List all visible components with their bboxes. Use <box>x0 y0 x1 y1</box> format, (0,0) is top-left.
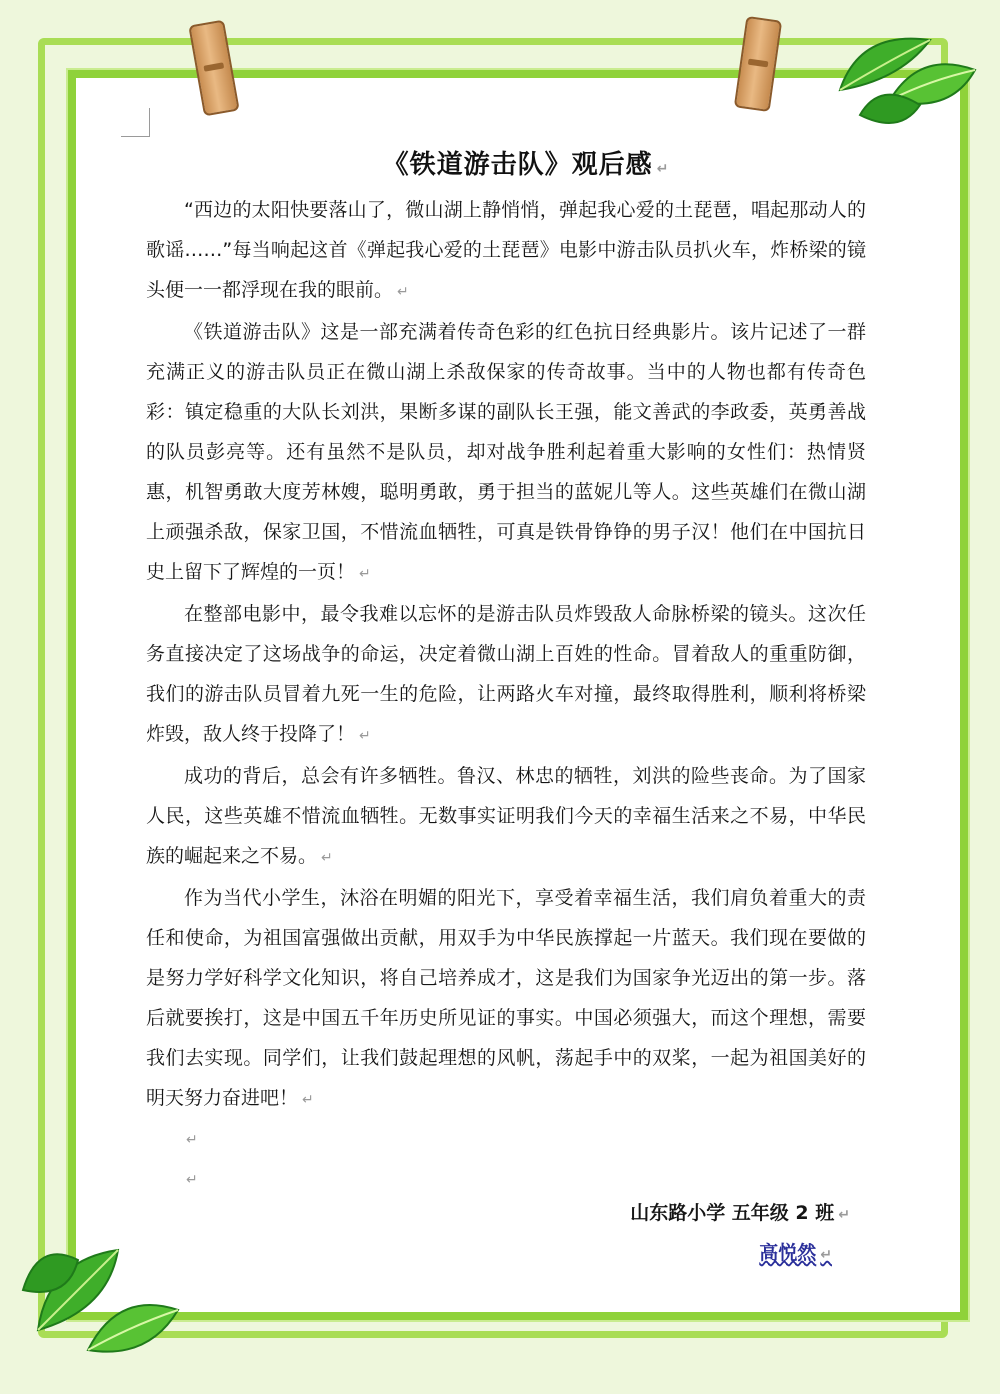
page-corner-mark <box>121 108 150 137</box>
leaf-cluster-icon <box>18 1220 188 1370</box>
paragraph: 在整部电影中，最令我难以忘怀的是游击队员炸毁敌人命脉桥梁的镜头。这次任务直接决定了这场战争的命运，决定着微山湖上百姓的性命。冒着敌人的重重防御，我们的游击队员冒着九死一生的危险，让两路火车对撞，最终取得胜利，顺利将桥梁炸毁，敌人终于投降了！ ↵ <box>146 603 866 745</box>
document-title <box>76 144 976 181</box>
document-body <box>146 190 866 1200</box>
paragraph-mark: ↵ <box>838 1207 850 1223</box>
empty-paragraph: ↵ <box>186 1132 198 1148</box>
leaf-cluster-icon <box>820 20 980 140</box>
paragraph-mark: ↵ <box>397 284 409 300</box>
paragraph-mark: ↵ <box>302 1092 314 1108</box>
empty-paragraph: ↵ <box>186 1172 198 1188</box>
title-text: 《铁道游击队》观后感 <box>382 150 653 180</box>
paragraph-mark: ↵ <box>359 566 371 582</box>
paragraph-mark: ↵ <box>820 1247 832 1263</box>
paragraph-mark: ↵ <box>359 728 371 744</box>
paragraph-mark: ↵ <box>656 161 670 177</box>
paragraph-mark: ↵ <box>321 850 333 866</box>
paragraph: “西边的太阳快要落山了，微山湖上静悄悄，弹起我心爱的土琵琶，唱起那动人的歌谣……”每当响起这首《弹起我心爱的土琵琶》电影中游击队员扒火车，炸桥梁的镜头便一一都浮现在我的眼前。 ↵ <box>146 199 866 301</box>
school-signature: 山东路小学 五年级 2 班 ↵ <box>630 1202 850 1224</box>
document-page <box>68 70 968 1320</box>
author-name: 高悦然 ↵ <box>759 1242 832 1264</box>
paragraph: 作为当代小学生，沐浴在明媚的阳光下，享受着幸福生活，我们肩负着重大的责任和使命，为祖国富强做出贡献，用双手为中华民族撑起一片蓝天。我们现在要做的是努力学好科学文化知识，将自己培养成才，这是我们为国家争光迈出的第一步。落后就要挨打，这是中国五千年历史所见证的事实。中国必须强大，而这个理想，需要我们去实现。同学们，让我们鼓起理想的风帆，荡起手中的双桨，一起为祖国美好的明天努力奋进吧！ ↵ <box>146 887 866 1109</box>
paragraph: 成功的背后，总会有许多牺牲。鲁汉、林忠的牺牲，刘洪的险些丧命。为了国家人民，这些英雄不惜流血牺牲。无数事实证明我们今天的幸福生活来之不易，中华民族的崛起来之不易。 ↵ <box>146 765 866 867</box>
paragraph: 《铁道游击队》这是一部充满着传奇色彩的红色抗日经典影片。该片记述了一群充满正义的游击队员正在微山湖上杀敌保家的传奇故事。当中的人物也都有传奇色彩：镇定稳重的大队长刘洪，果断多谋的副队长王强，能文善武的李政委，英勇善战的队员彭亮等。还有虽然不是队员，却对战争胜利起着重大影响的女性们：热情贤惠，机智勇敢大度芳林嫂，聪明勇敢，勇于担当的蓝妮儿等人。这些英雄们在微山湖上顽强杀敌，保家卫国，不惜流血牺牲，可真是铁骨铮铮的男子汉！他们在中国抗日史上留下了辉煌的一页！ ↵ <box>146 321 866 583</box>
